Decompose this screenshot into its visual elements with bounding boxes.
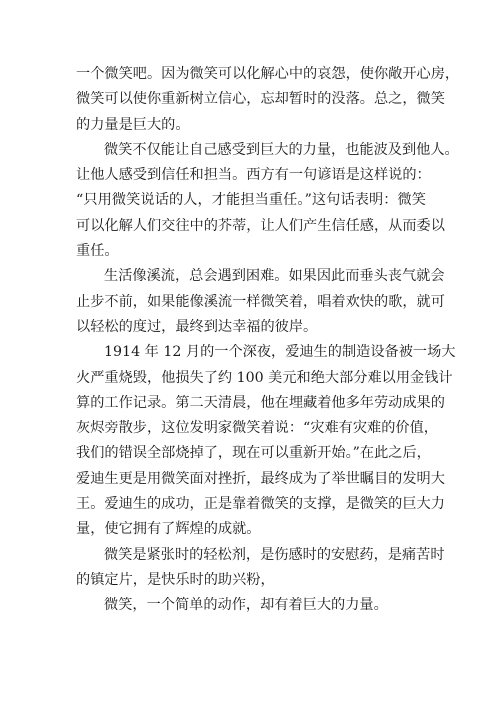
text-line: 我们的错误全部烧掉了，现在可以重新开始。”在此之后， — [76, 445, 431, 462]
body-text — [76, 62, 460, 619]
text-line: 的镇定片，是快乐时的助兴粉， — [76, 571, 275, 588]
text-line: 微笑不仅能让自己感受到巨大的力量，也能波及到他人。 — [104, 141, 459, 158]
text-line: 爱迪生更是用微笑面对挫折，最终成为了举世瞩目的发明大 — [76, 470, 445, 487]
text-line: 1914 年 12 月的一个深夜，爱迪生的制造设备被一场大 — [104, 344, 456, 361]
text-line: 以轻松的度过，最终到达幸福的彼岸。 — [76, 318, 318, 335]
text-line: 止步不前，如果能像溪流一样微笑着，唱着欢快的歌，就可 — [76, 293, 445, 310]
text-line: 微笑可以使你重新树立信心，忘却暂时的没落。总之，微笑 — [76, 91, 445, 108]
text-line: 微笑是紧张时的轻松剂，是伤感时的安慰药，是痛苦时 — [104, 546, 445, 563]
text-line: 重任。 — [76, 243, 119, 260]
text-line: 生活像溪流，总会遇到困难。如果因此而垂头丧气就会 — [104, 268, 445, 285]
text-line: 算的工作记录。第二天清晨，他在埋藏着他多年劳动成果的 — [76, 394, 445, 411]
text-line: 量，使它拥有了辉煌的成就。 — [76, 521, 261, 538]
text-line: 王。爱迪生的成功，正是靠着微笑的支撑，是微笑的巨大力 — [76, 496, 445, 513]
text-line: 的力量是巨大的。 — [76, 116, 190, 133]
text-line: 让他人感受到信任和担当。西方有一句谚语是这样说的： — [76, 167, 431, 184]
text-line: 火严重烧毁，他损失了约 100 美元和绝大部分难以用金钱计 — [76, 369, 453, 386]
text-line: 灰烬旁散步，这位发明家微笑着说：“灾难有灾难的价值， — [76, 420, 438, 437]
text-line: 一个微笑吧。因为微笑可以化解心中的哀怨，使你敞开心房， — [76, 66, 460, 82]
text-line: 微笑，一个简单的动作，却有着巨大的力量。 — [104, 597, 388, 614]
text-line: 可以化解人们交往中的芥蒂，让人们产生信任感，从而委以 — [76, 217, 445, 234]
text-line: “只用微笑说话的人，才能担当重任。”这句话表明：微笑 — [76, 192, 426, 209]
